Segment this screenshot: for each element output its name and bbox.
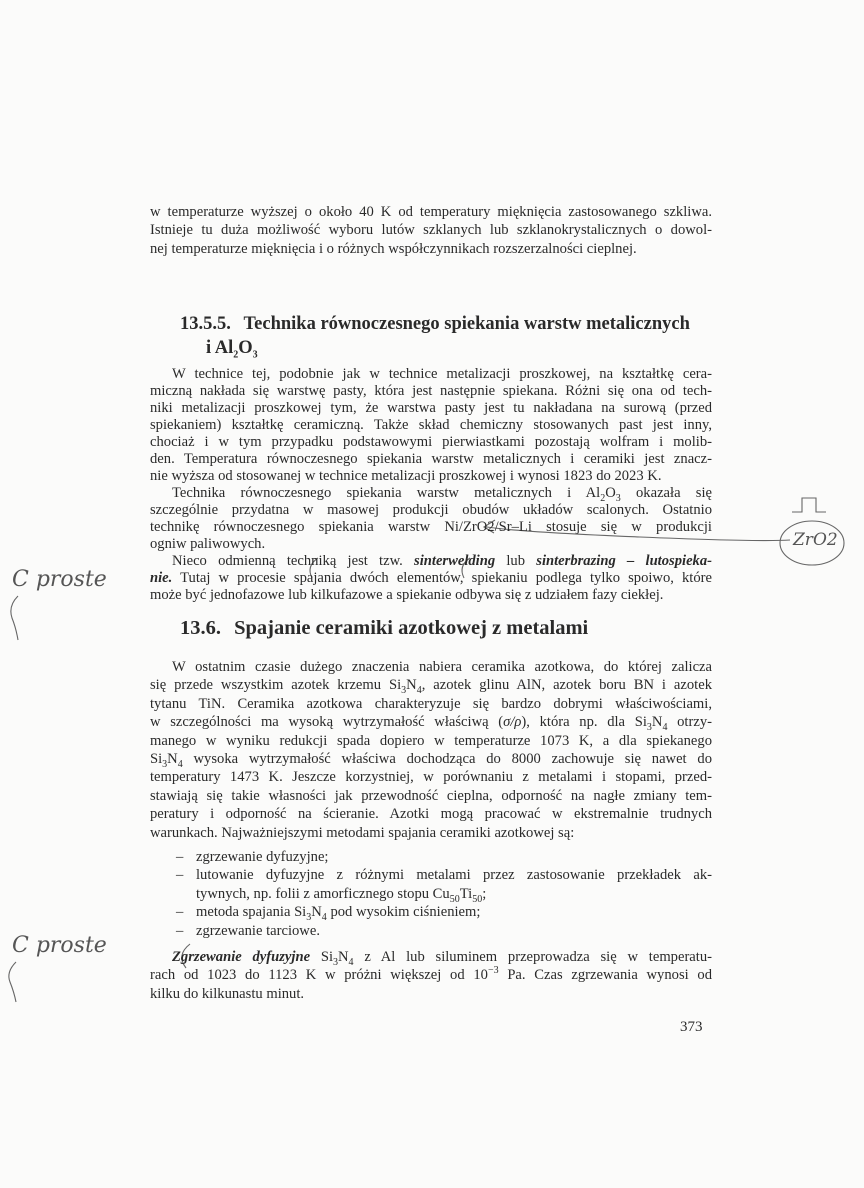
text-run: Pa. Czas zgrzewania wynosi od [498,967,712,984]
text-run: O [605,485,616,501]
text-line [150,553,712,570]
text-run: zgrzewanie tarciowe. [196,922,320,939]
subscript: 3 [252,349,258,361]
list-dash: – [176,904,184,921]
text-run: nie wyższa od stosowanej w technice metalizacji proszkowej i wynosi 1823 do 2023 K. [150,468,662,484]
text-line [150,240,712,258]
list-item [150,922,712,940]
superscript: −3 [487,965,499,977]
text-run: N [311,904,322,921]
emphasized-term: sinterwelding [414,553,496,569]
section-title: Spajanie ceramiki azotkowej z metalami [234,617,589,639]
text-run: den. Temperatura równoczesnego spiekania warstw metalicznych i ceramiki jest znacz- [150,451,712,467]
text-line [150,519,712,536]
handwritten-margin-note: C proste [12,933,107,958]
text-run: Ti [459,885,473,902]
text-line [150,676,712,697]
text-run: tywnych, np. folii z amorficznego stopu Cu [196,885,450,902]
margin-bracket-1 [11,596,18,640]
text-run: może być jednofazowe lub kilkufazowe a spiekanie odbywa się z udziałem fazy ciekłej. [150,587,664,603]
text-run: się przede wszystkim azotek krzemu Si [150,677,402,694]
section-number: 13.6. [180,617,221,639]
text-run: metoda spajania Si [196,904,307,921]
text-line [196,885,712,903]
text-run: otrzy- [667,714,712,731]
text-line [196,848,712,866]
section-title: Technika równoczesnego spiekania warstw metalicznych [243,314,690,334]
text-line [150,824,712,842]
handwritten-margin-note: C proste [12,567,107,592]
section-heading-13-6 [180,616,588,640]
text-run: N [406,677,417,694]
text-line [150,468,712,485]
text-line [150,985,712,1003]
text-run: N [167,750,178,767]
paragraph [150,485,712,553]
paragraph [150,366,712,485]
text-line [150,948,712,966]
text-run: tytanu TiN. Ceramika azotkowa charakteryzuje się bardzo dobrymi właściwościami, [150,695,712,712]
subscript: 50 [449,893,460,905]
text-line [150,658,712,676]
text-run: z Al lub siluminem przeprowadza się w temperatu- [353,949,712,965]
text-run: Istnieje tu duża możliwość wyboru lutów szklanych lub szklanokrystalicznych o dowol- [150,222,712,239]
text-run: Technika równoczesnego spiekania warstw metalicznych i Al [172,485,601,501]
text-line [150,768,712,786]
text-run: O [238,338,253,358]
text-run: ), która np. dla Si [521,714,647,731]
list-dash: – [176,867,184,884]
text-run: Tutaj w procesie spajania dwóch elementów, spiekaniu podlega tylko spoiwo, które [172,570,712,586]
text-run: ogniw paliwowych. [150,536,266,552]
text-run: Nieco odmienną techniką jest tzw. [172,553,415,569]
text-line [150,787,712,805]
text-line [196,903,712,924]
list-item [150,866,712,903]
paragraph [150,948,712,1003]
subscript: 3 [306,912,312,924]
text-line [150,502,712,519]
handwritten-formula: ZrO2 [793,530,838,550]
section-heading-13-5-5 [180,314,690,335]
text-run: Si [310,949,333,965]
text-line [150,966,712,984]
section-number: 13.5.5. [180,314,231,334]
subscript: 2 [233,349,239,361]
text-run: ; [482,885,487,902]
text-run: lutowanie dyfuzyjne z różnymi metalami przez zastosowanie przekładek ak- [196,867,712,884]
text-line [150,383,712,400]
text-line [150,587,712,604]
text-run: spiekaniem) kształtkę ceramiczną. Także skład chemiczny stosowanych past jest inny, [150,417,712,433]
text-run: rach od 1023 do 1123 K w próżni większej od 10 [150,967,488,984]
text-run: stawiają się takie własności jak przewodność cieplna, odporność na nagłe zmiany tem- [150,787,712,804]
list-dash: – [176,922,184,939]
text-run: Si [150,750,163,767]
subscript: 3 [401,685,407,697]
text-run: okazała się [620,485,712,501]
text-run: niki metalizacji proszkowej tym, że warstwa pasty jest tu nakładana na surową (przed [150,400,712,416]
subscript: 2 [600,492,606,504]
text-run: lub [495,553,537,569]
text-line [150,713,712,734]
paragraph [150,553,712,604]
text-line [150,485,712,502]
method-list [150,848,712,940]
text-line [150,536,712,553]
page-number: 373 [680,1019,703,1035]
section-heading-line-2 [206,338,258,359]
subscript: 4 [416,685,422,697]
emphasized-term: sinterbrazing – lutospieka- [536,553,712,569]
text-run: nej temperaturze mięknięcia i o różnych współczynnikach rozszerzalności cieplnej. [150,240,637,257]
subscript: 3 [333,956,338,968]
text-line [150,221,712,239]
text-run: W ostatnim czasie dużego znaczenia nabiera ceramika azotkowa, do której zalicza [172,659,712,675]
emphasized-term: Zgrzewanie dyfuzyjne [172,949,311,965]
text-line [150,434,712,451]
subscript: 3 [162,758,168,770]
text-run: kilku do kilkunastu minut. [150,985,305,1002]
text-run: temperatury 1473 K. Jeszcze korzystniej, w porównaniu z metalami i stopami, przed- [150,769,712,786]
text-run: technikę równoczesnego spiekania warstw Ni/ZrO2/Sr–Li stosuje się w produkcji [150,519,712,535]
italic-text: σ/ρ [503,714,522,731]
paragraph [150,658,712,842]
list-item [150,903,712,924]
text-run: manego w wyniku redukcji spada dopiero w temperaturze 1073 K, a dla spiekanego [150,732,712,749]
margin-bracket-2 [9,962,16,1002]
subscript: 4 [177,758,183,770]
text-line [150,805,712,823]
paragraph [150,203,712,258]
text-line [196,922,712,940]
text-line [150,451,712,468]
emphasized-term: nie. [150,570,173,586]
text-run: peratury i odporność na ścieranie. Azotki mogą pracować w ekstremalnie trudnych [150,806,712,823]
text-line [150,366,712,383]
text-run: , azotek glinu AlN, azotek boru BN i azotek [421,677,712,694]
list-item [150,848,712,866]
sqrt-sketch [792,498,826,512]
text-run: warunkach. Najważniejszymi metodami spajania ceramiki azotkowej są: [150,824,575,841]
subscript: 4 [321,912,327,924]
text-run: w szczególności ma wysoką wytrzymałość właściwą ( [150,714,504,731]
text-run: N [338,949,349,965]
text-run: chociaż i w tym przypadku podstawowymi pierwiastkami pozostają wolfram i molib- [150,434,712,450]
text-line [150,417,712,434]
text-run: szczególnie przydatna w masowej produkcji obudów układów scalonych. Ostatnio [150,502,712,518]
subscript: 50 [472,893,483,905]
text-run: wysoka wytrzymałość właściwa dochodząca do 8000 zachowuje się nawet do [182,750,712,767]
text-run: i Al [206,338,234,358]
text-line [150,732,712,750]
text-line [150,750,712,768]
text-run: N [651,714,663,731]
text-run: pod wysokim ciśnieniem; [326,904,481,921]
list-dash: – [176,849,184,865]
subscript: 4 [662,722,668,734]
subscript: 3 [646,722,652,734]
text-line [150,203,712,221]
text-line [150,400,712,417]
text-run: w temperaturze wyższej o około 40 K od temperatury mięknięcia zastosowanego szkliwa. [150,204,712,220]
subscript: 4 [348,956,354,968]
subscript: 3 [615,492,621,504]
text-run: W technice tej, podobnie jak w technice metalizacji proszkowej, na kształtkę cera- [172,366,712,382]
text-run: zgrzewanie dyfuzyjne; [196,849,329,865]
text-run: miczną nakłada się warstwę pasty, która jest następnie spiekana. Różni się ona od tech- [150,383,712,399]
text-line [150,695,712,713]
text-line [196,866,712,884]
text-line [150,570,712,587]
